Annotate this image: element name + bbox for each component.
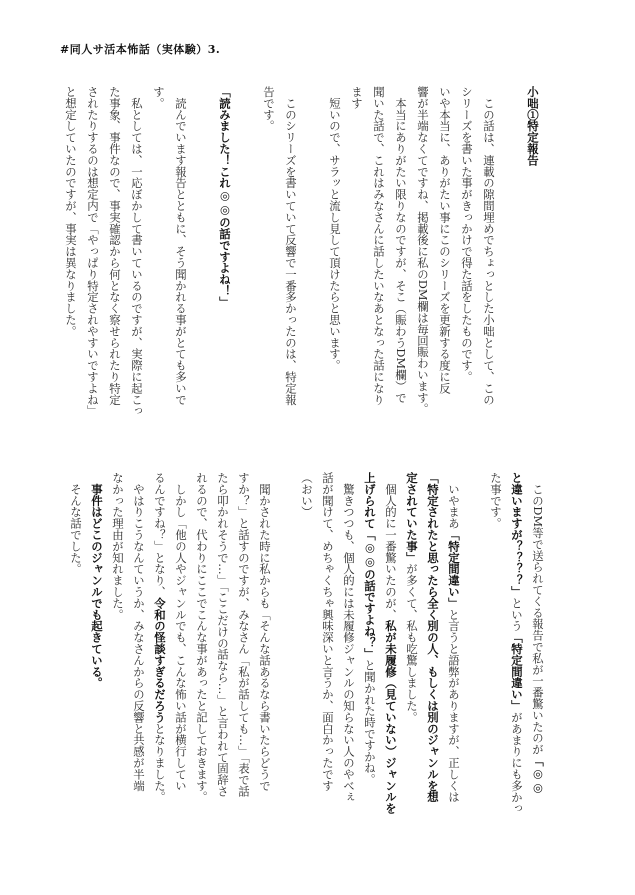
text-line <box>126 86 148 416</box>
text-segment: と想定していたのですが、事実は異なりました。 <box>64 86 78 337</box>
emphasized-text: 「特定間違い」 <box>447 529 461 609</box>
emphasized-text: 定されていた事」 <box>405 472 419 564</box>
emphasized-text: 「◎◎ <box>531 755 545 795</box>
text-segment: た事象、事件なので、事実確認から何となく察せられたり特定 <box>108 86 122 406</box>
text-line <box>390 86 412 416</box>
text-segment: があまりにも多かっ <box>510 711 524 815</box>
text-segment: るんですね？」となり、 <box>153 472 167 598</box>
text-line <box>280 86 302 416</box>
text-segment: この話は、連載の隙間埋めでちょっとした小咄として、この <box>482 86 496 406</box>
text-segment: 聞かされた時に私からも「そんな話あるなら書いたらどうで <box>258 472 272 792</box>
text-line <box>434 86 456 416</box>
emphasized-text: 上げられて「◎◎の話ですよね？」 <box>363 472 377 660</box>
text-line <box>527 472 548 802</box>
text-segment: が多くて、私も吃驚しました。 <box>405 563 419 723</box>
text-segment: 聞いた話で、これはみなさんに話したいなあとなった話になり <box>372 86 386 406</box>
section-misidentification <box>65 472 548 815</box>
emphasized-text: 「読みました！これ◎◎の話ですよね！」 <box>218 86 232 308</box>
text-line <box>412 86 434 416</box>
text-segment: という <box>510 597 524 632</box>
text-segment: なかった理由が知れました。 <box>111 472 125 621</box>
text-line <box>170 86 192 416</box>
text-line <box>443 472 464 802</box>
emphasized-text: 「特定されたと思ったら全く別の人、もしくは別のジャンルを想 <box>426 472 440 803</box>
text-segment: シリーズを書いた事がきっかけで得た話をしたものです。 <box>460 86 474 383</box>
text-line <box>506 472 527 815</box>
text-segment: 短いので、サラッと流し見して頂けたらと思います。 <box>328 86 342 371</box>
text-line <box>148 86 170 416</box>
text-segment: 驚きつつも、個人的には未履修ジャンルの知らない人のやべぇ <box>342 472 356 803</box>
section-specific-report <box>60 86 544 416</box>
text-line <box>170 472 191 802</box>
blank-line <box>275 472 296 802</box>
text-segment: 話が聞けて、めちゃくちゃ興味深いと言うか、面白かったです <box>321 472 335 792</box>
text-segment: と言うと語弊がありますが、正しくは <box>447 608 461 803</box>
text-line <box>104 86 126 416</box>
text-line <box>359 472 380 802</box>
blank-line <box>192 86 214 416</box>
text-segment: ます <box>350 86 364 109</box>
text-line <box>149 472 170 802</box>
text-segment: となりました。 <box>153 722 167 803</box>
text-line <box>401 472 422 802</box>
text-segment: しかし「他の人やジャンルでも、こんな怖い話が横行してい <box>174 472 188 792</box>
text-segment: たら叩かれそうで…」「ここだけの話なら…」と言われて固辞さ <box>216 472 230 797</box>
emphasized-text: 私が未履修（見ていない）ジャンルを <box>384 620 398 815</box>
text-line <box>368 86 390 416</box>
text-line <box>233 472 254 802</box>
emphasized-text: 小咄①特定報告 <box>526 86 540 166</box>
text-segment: 本当にありがたい限りなのですが、そこ（賑わうDM欄）で <box>394 86 408 404</box>
text-line <box>212 472 233 802</box>
text-line <box>254 472 275 802</box>
text-line <box>346 86 368 416</box>
text-line <box>82 86 104 416</box>
text-line <box>107 472 128 802</box>
text-line <box>258 86 280 416</box>
text-line <box>214 86 236 416</box>
text-segment: と聞かれた時ですかね。 <box>363 659 377 786</box>
text-segment: やはりこうなんていうか、みなさんからの反響と共感が半端 <box>132 472 146 792</box>
text-line <box>478 86 500 416</box>
text-line <box>65 472 86 802</box>
blank-line <box>464 472 485 802</box>
text-segment: 告です。 <box>262 86 276 132</box>
text-line <box>380 472 401 815</box>
text-segment: すか？」と話すのですが、みなさん「私が話しても…」「表で話 <box>237 472 251 797</box>
text-line <box>317 472 338 802</box>
text-line <box>86 472 107 802</box>
text-line <box>338 472 359 802</box>
text-line <box>485 472 506 802</box>
text-segment: いや本当に、ありがたい事にこのシリーズを更新する度に反 <box>438 86 452 394</box>
text-segment: れるので、代わりにここでこんな事があったと記しておきます。 <box>195 472 209 803</box>
text-segment: 私としては、一応ぼかして書いているのですが、実際に起こっ <box>130 86 144 417</box>
text-segment: 個人的に一番驚いたのが、 <box>384 472 398 621</box>
text-line <box>422 472 443 802</box>
section-title <box>522 86 544 416</box>
text-segment: 読んでいます報告とともに、そう聞かれる事がとても多いで <box>174 86 188 406</box>
text-line <box>60 86 82 416</box>
text-segment: （おい） <box>300 472 314 518</box>
emphasized-text: 事件はどこのジャンルでも起きている。 <box>90 472 104 689</box>
emphasized-text: 「特定間違い」 <box>510 631 524 712</box>
blank-line <box>236 86 258 416</box>
text-segment: このシリーズを書いていて反響で一番多かったのは、特定報 <box>284 86 298 406</box>
text-segment: このDM等で送られてくる報告で私が一番驚いたのが <box>531 472 545 755</box>
text-line <box>324 86 346 416</box>
text-segment: そんな話でした。 <box>69 472 83 575</box>
text-segment: 響が半端なくてですね、掲載後に私のDM欄は毎回賑わいます。 <box>416 86 430 415</box>
text-segment: されたりするのは想定内で「やっぱり特定されやすいですよね」 <box>86 86 100 417</box>
text-segment: た事です。 <box>489 472 503 529</box>
document-header: #同人サ活本怖話（実体験）3. <box>60 43 221 56</box>
text-segment: いやまあ <box>447 472 461 529</box>
text-line <box>191 472 212 802</box>
text-line <box>456 86 478 416</box>
text-segment: す。 <box>152 86 166 109</box>
emphasized-text: と違いますが？？？？」 <box>510 472 524 598</box>
blank-line <box>302 86 324 416</box>
text-line <box>296 472 317 802</box>
text-line <box>128 472 149 802</box>
blank-line <box>500 86 522 416</box>
emphasized-text: 令和の怪談すぎるだろう <box>153 597 167 723</box>
